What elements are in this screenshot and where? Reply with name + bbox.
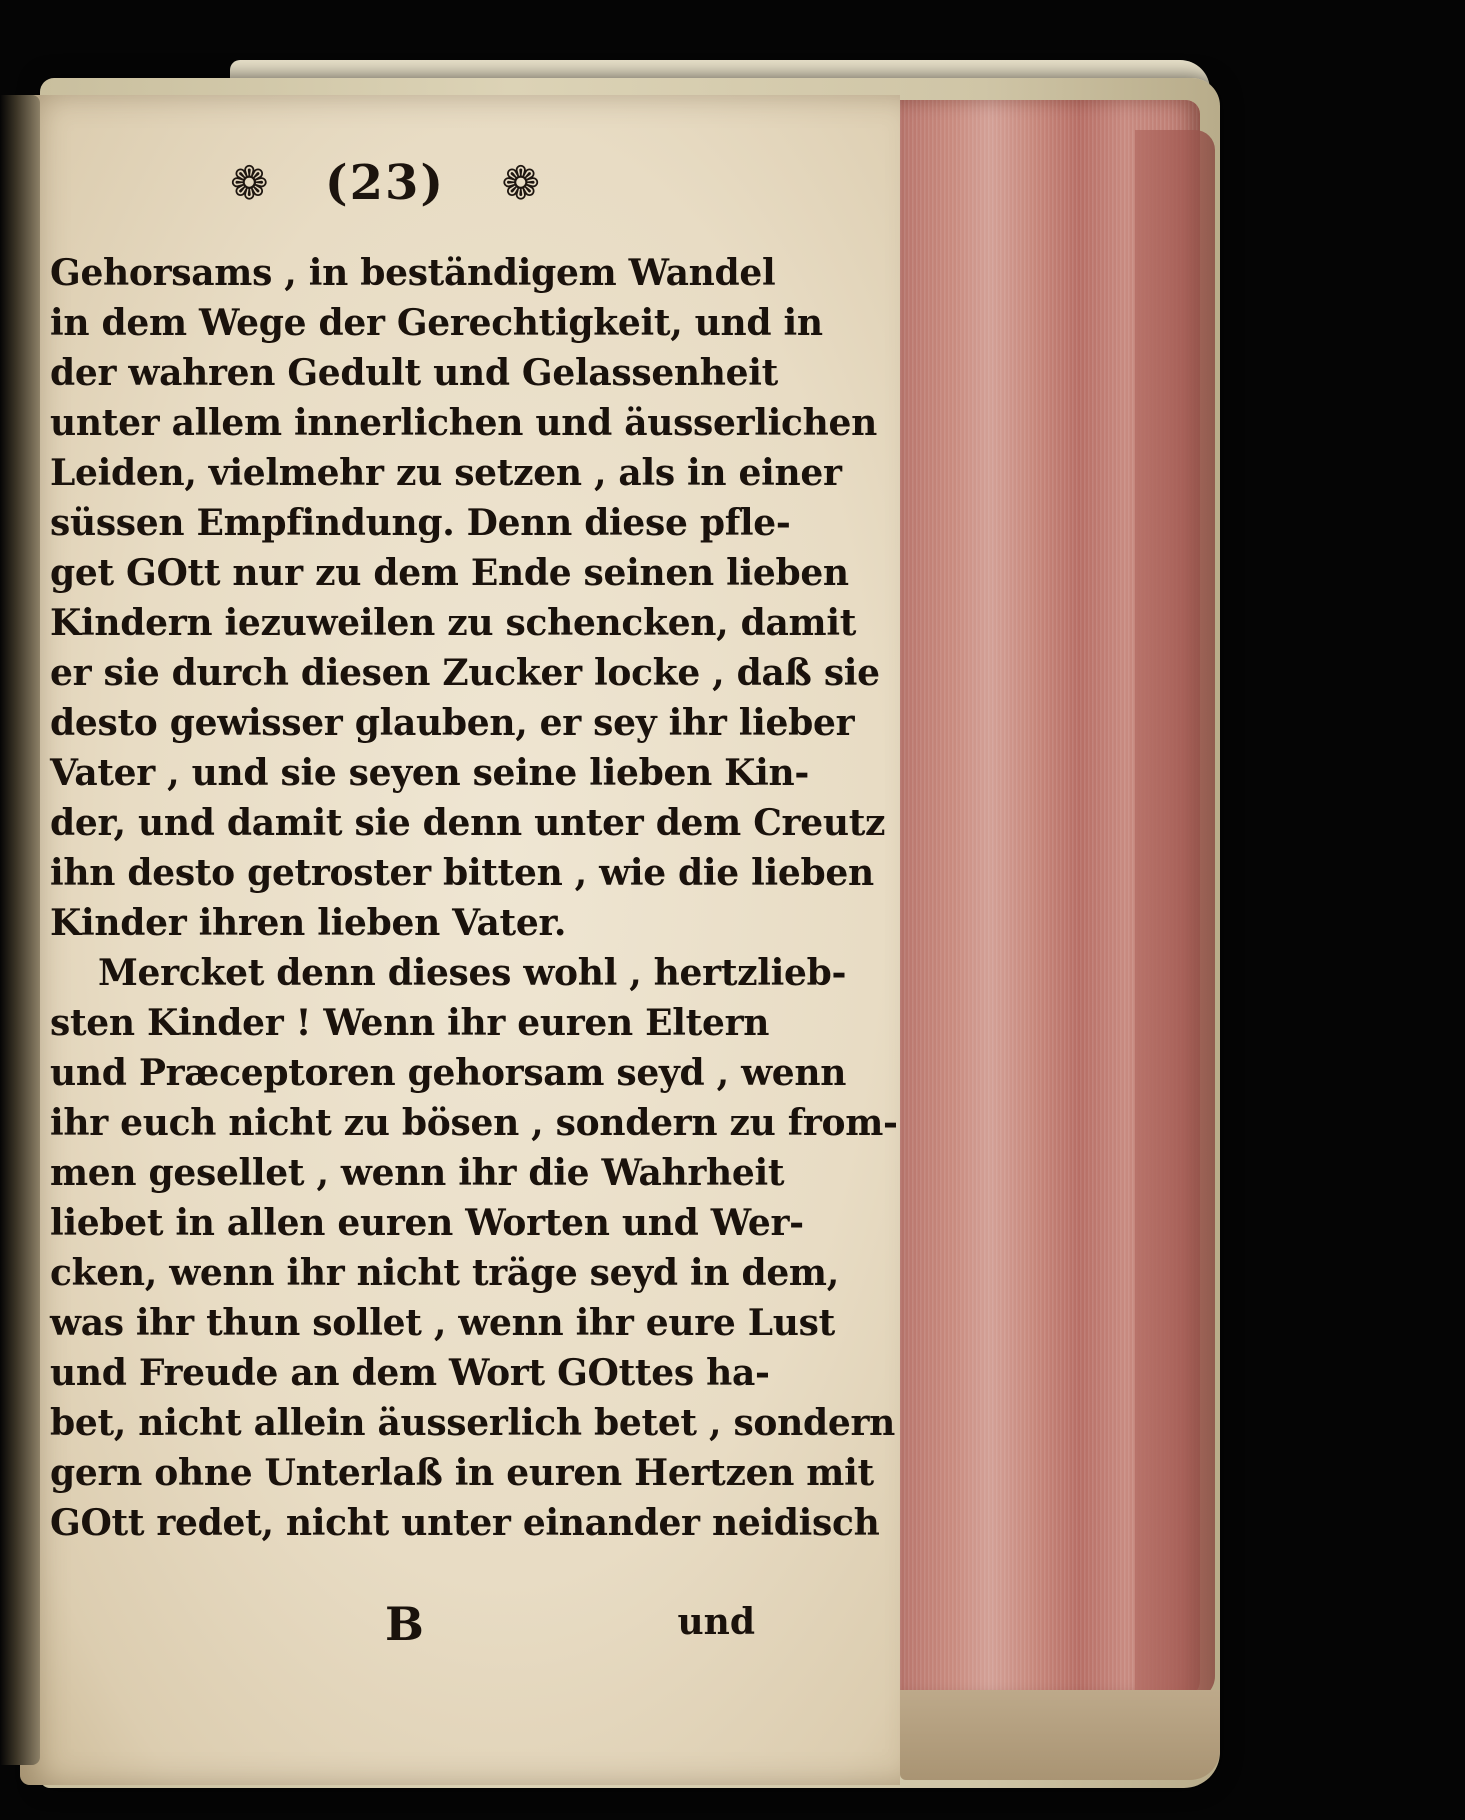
catchword: und (677, 1601, 755, 1643)
text-line: in dem Wege der Gerechtigkeit, und in (50, 302, 823, 344)
text-line: sten Kinder ! Wenn ihr euren Eltern (50, 1002, 770, 1044)
text-line: er sie durch diesen Zucker locke , daß sie (50, 652, 880, 694)
signature-mark: B (385, 1597, 424, 1651)
text-line: der wahren Gedult und Gelassenheit (50, 352, 778, 394)
text-line: süssen Empfindung. Denn diese pfle- (50, 502, 791, 544)
red-page-edges-shadow (1135, 130, 1215, 1700)
text-line: und Præceptoren gehorsam seyd , wenn (50, 1052, 847, 1094)
text-line: unter allem innerlichen und äusserlichen (50, 402, 878, 444)
text-line: Vater , und sie seyen seine lieben Kin- (50, 752, 810, 794)
running-head (230, 148, 540, 218)
text-line: gern ohne Unterlaß in euren Hertzen mit (50, 1452, 874, 1494)
page-footer (50, 1597, 755, 1657)
text-line: ihr euch nicht zu bösen , sondern zu from- (50, 1102, 898, 1144)
spine-gutter (0, 95, 40, 1765)
text-line: und Freude an dem Wort GOttes ha- (50, 1352, 770, 1394)
text-line: men gesellet , wenn ihr die Wahrheit (50, 1152, 785, 1194)
text-line: Mercket denn dieses wohl , hertzlieb- (98, 952, 847, 994)
text-line: der, und damit sie denn unter dem Creutz (50, 802, 886, 844)
page-number: (23) (324, 155, 446, 211)
flower-ornament-icon: ❁ (501, 156, 540, 210)
text-line: get GOtt nur zu dem Ende seinen lieben (50, 552, 849, 594)
flower-ornament-icon: ❁ (230, 156, 269, 210)
text-line: Gehorsams , in beständigem Wandel (50, 252, 776, 294)
body-text (50, 248, 898, 1548)
text-line: liebet in allen euren Worten und Wer- (50, 1202, 804, 1244)
text-line: cken, wenn ihr nicht träge seyd in dem, (50, 1252, 839, 1294)
binding-bottom (900, 1690, 1220, 1780)
text-line: GOtt redet, nicht unter einander neidisch (50, 1502, 880, 1544)
text-line: Leiden, vielmehr zu setzen , als in einer (50, 452, 842, 494)
text-line: ihn desto getroster bitten , wie die lieben (50, 852, 874, 894)
text-line: Kinder ihren lieben Vater. (50, 902, 567, 944)
text-line: desto gewisser glauben, er sey ihr lieber (50, 702, 855, 744)
text-line: was ihr thun sollet , wenn ihr eure Lust (50, 1302, 835, 1344)
text-line: Kindern iezuweilen zu schencken, damit (50, 602, 857, 644)
text-line: bet, nicht allein äusserlich betet , sondern (50, 1402, 896, 1444)
